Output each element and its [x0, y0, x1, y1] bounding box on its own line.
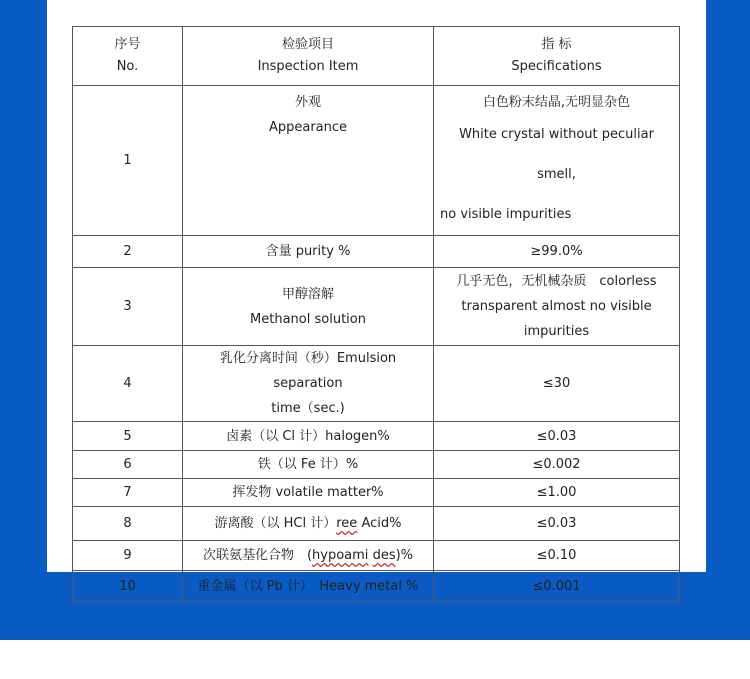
- table-row: [73, 451, 680, 479]
- table-row: [73, 236, 680, 268]
- item-wavy-word-2: des: [372, 548, 396, 563]
- row-spec: ≤0.10: [434, 541, 680, 571]
- table-row: [73, 571, 680, 602]
- spec-line-1: 几乎无色，无机械杂质 colorless: [456, 274, 657, 289]
- header-spec-zh: 指 标: [541, 37, 572, 52]
- spec-en-line-1: White crystal without peculiar smell,: [459, 127, 654, 182]
- header-spec-en: Specifications: [511, 59, 602, 74]
- row-no: 1: [73, 86, 183, 236]
- header-no-zh: 序号: [114, 37, 141, 52]
- row-spec: ≤0.002: [434, 451, 680, 479]
- row-item: [183, 507, 434, 541]
- item-zh: 甲醇溶解: [281, 286, 334, 302]
- row-no: 6: [73, 451, 183, 479]
- item-suffix: )%: [395, 548, 414, 563]
- row-no: 4: [73, 346, 183, 422]
- specification-table: [72, 26, 680, 602]
- header-no-en: No.: [116, 59, 139, 74]
- row-spec: ≤0.03: [434, 507, 680, 541]
- row-item: 挥发物 volatile matter%: [183, 479, 434, 507]
- item-wavy-word: ree: [336, 516, 358, 531]
- item-en: Methanol solution: [250, 311, 366, 327]
- item-wavy-word-1: hypoami: [312, 548, 369, 563]
- row-item: 重金属（以 Pb 计） Heavy metal %: [183, 571, 434, 602]
- table-row: [73, 507, 680, 541]
- row-item: 含量 purity %: [183, 236, 434, 268]
- item-prefix: 游离酸（以 HCl 计）: [214, 516, 337, 531]
- row-item: 铁（以 Fe 计）%: [183, 451, 434, 479]
- row-no: 7: [73, 479, 183, 507]
- row-no: 10: [73, 571, 183, 602]
- row-spec: ≥99.0%: [434, 236, 680, 268]
- item-suffix: Acid%: [357, 516, 402, 531]
- header-item-cell: [183, 27, 434, 86]
- row-no: 2: [73, 236, 183, 268]
- item-en: Appearance: [268, 120, 348, 135]
- row-spec: ≤0.03: [434, 422, 680, 451]
- table-row: [73, 479, 680, 507]
- header-spec-cell: [434, 27, 680, 86]
- spec-line-3: impurities: [523, 324, 590, 339]
- row-no: 3: [73, 268, 183, 346]
- row-spec: [434, 268, 680, 346]
- table-row: [73, 541, 680, 571]
- row-item: [183, 86, 434, 236]
- row-no: 5: [73, 422, 183, 451]
- row-spec: ≤0.001: [434, 571, 680, 602]
- row-spec: ≤30: [434, 346, 680, 422]
- row-item: [183, 268, 434, 346]
- row-spec: [434, 86, 680, 236]
- spec-line-2: transparent almost no visible: [461, 299, 652, 314]
- item-zh: 外观: [294, 95, 321, 110]
- row-item: [183, 346, 434, 422]
- row-spec: ≤1.00: [434, 479, 680, 507]
- row-no: 9: [73, 541, 183, 571]
- spec-zh: 白色粉末结晶,无明显杂色: [482, 95, 631, 110]
- spec-en-line-2: no visible impurities: [440, 207, 572, 222]
- header-no-cell: [73, 27, 183, 86]
- item-prefix: 次联氨基化合物 (: [202, 548, 313, 563]
- table-row: [73, 346, 680, 422]
- header-item-zh: 检验项目: [281, 37, 334, 52]
- item-line-2: time（sec.): [271, 401, 345, 416]
- row-item: 卤素（以 Cl 计）halogen%: [183, 422, 434, 451]
- table-header-row: [73, 27, 680, 86]
- table-row: [73, 268, 680, 346]
- table-row: [73, 86, 680, 236]
- row-no: 8: [73, 507, 183, 541]
- table-row: [73, 422, 680, 451]
- row-item: [183, 541, 434, 571]
- item-line-1: 乳化分离时间（秒）Emulsion separation: [219, 351, 397, 391]
- header-item-en: Inspection Item: [257, 59, 359, 74]
